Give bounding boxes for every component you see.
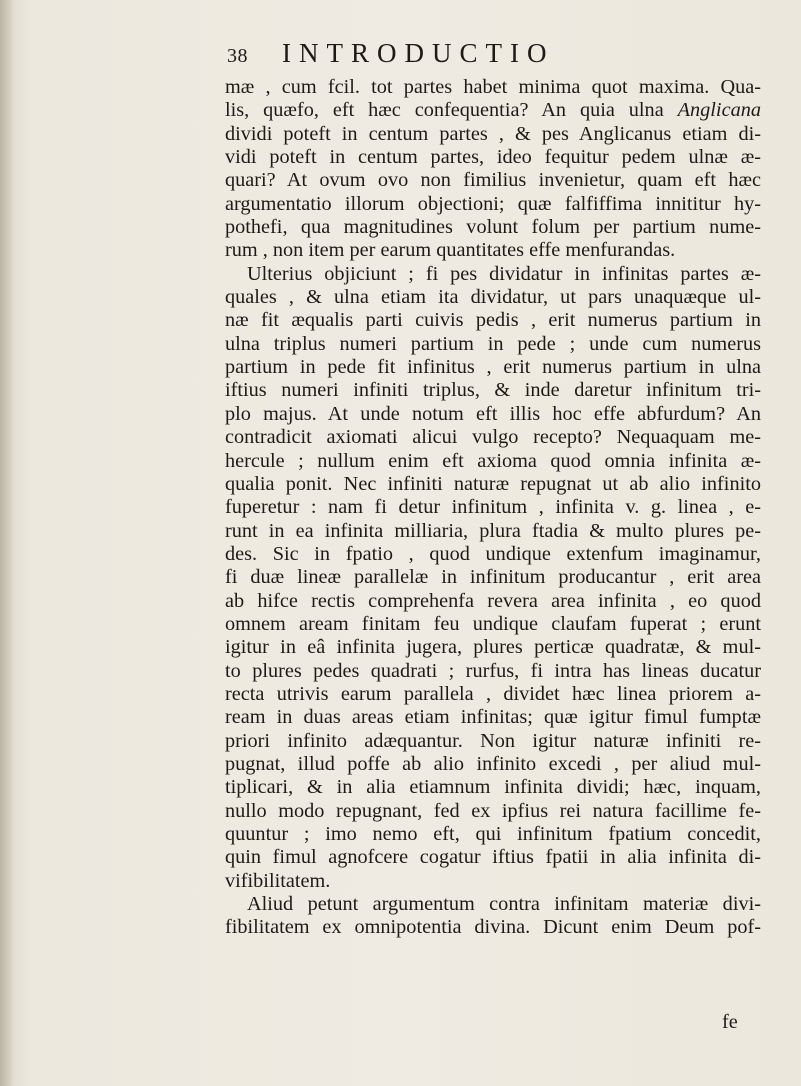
text-line: ream in duas areas etiam infinitas; quæ igitur fimul fumptæ (225, 706, 761, 729)
text-line: omnem aream finitam feu undique claufam fuperat ; erunt (225, 612, 761, 635)
text-line: hercule ; nullum enim eft axioma quod omnia infinita æ- (225, 449, 761, 472)
text-line: contradicit axiomati alicui vulgo recepto? Nequaquam me- (225, 426, 761, 449)
text-line: to plures pedes quadrati ; rurfus, fi intra has lineas ducatur (225, 659, 761, 682)
text-line: pugnat, illud poffe ab alio infinito excedi , per aliud mul- (225, 752, 761, 775)
gutter-shadow (0, 0, 14, 1086)
text-line: runt in ea infinita milliaria, plura ftadia & multo plures pe- (225, 519, 761, 542)
text-line: pothefi, qua magnitudines volunt folum per partium nume- (225, 216, 761, 239)
text-line: nullo modo repugnant, fed ex ipfius rei natura facillime fe- (225, 799, 761, 822)
text-line: vidi poteft in centum partes, ideo fequitur pedem ulnæ æ- (225, 146, 761, 169)
text-line: fuperetur : nam fi detur infinitum , infinita v. g. linea , e- (225, 496, 761, 519)
page-number: 38 (227, 45, 248, 67)
text-line: ab hifce rectis comprehenfa revera area infinita , eo quod (225, 589, 761, 612)
italic-word: Anglicana (677, 99, 761, 122)
text-line: qualia ponit. Nec infiniti naturæ repugnat ut ab alio infinito (225, 472, 761, 495)
text-line: næ fit æqualis parti cuivis pedis , erit numerus partium in (225, 309, 761, 332)
running-head: INTRODUCTIO (282, 38, 555, 68)
text-line: tiplicari, & in alia etiamnum infinita dividi; hæc, inquam, (225, 776, 761, 799)
text-line: quari? At ovum ovo non fimilius invenietur, quam eft hæc (225, 169, 761, 192)
text-line: fi duæ lineæ parallelæ in infinitum producantur , erit area (225, 566, 761, 589)
text-line-with-italic (225, 99, 761, 122)
text-line: recta utrivis earum parallela , dividet hæc linea priorem a- (225, 682, 761, 705)
text-line-paragraph-start: Aliud petunt argumentum contra infinitam materiæ divi- (247, 893, 761, 916)
text-line: iftius numeri infiniti triplus, & inde daretur infinitum tri- (225, 379, 761, 402)
text-line: argumentatio illorum objectioni; quæ falfiffima innititur hy- (225, 192, 761, 215)
text-line: quin fimul agnofcere cogatur iftius fpatii in alia infinita di- (225, 846, 761, 869)
text-line: vifibilitatem. (225, 869, 331, 892)
text-line: fibilitatem ex omnipotentia divina. Dicunt enim Deum pof- (225, 916, 761, 939)
text-line: igitur in eâ infinita jugera, plures perticæ quadratæ, & mul- (225, 636, 761, 659)
text-line: partium in pede fit infinitus , erit numerus partium in ulna (225, 356, 761, 379)
text-line-part: lis, quæfo, eft hæc confequentia? An quia ulna Anglicana (225, 99, 761, 122)
text-line: ulna triplus numeri partium in pede ; unde cum numerus (225, 332, 761, 355)
text-line: dividi poteft in centum partes , & pes Anglicanus etiam di- (225, 122, 761, 145)
body-text (225, 76, 761, 940)
text-line: des. Sic in fpatio , quod undique extenfum imaginamur, (225, 542, 761, 565)
text-line: rum , non item per earum quantitates effe menfurandas. (225, 239, 676, 262)
text-line: priori infinito adæquantur. Non igitur naturæ infiniti re- (225, 729, 761, 752)
text-line: quuntur ; imo nemo eft, qui infinitum fpatium concedit, (225, 823, 761, 845)
text-line: plo majus. At unde notum eft illis hoc effe abfurdum? An (225, 402, 761, 425)
catchword: fe (722, 1011, 738, 1033)
page-header (227, 38, 554, 68)
text-line: mæ , cum fcil. tot partes habet minima quot maxima. Qua- (225, 76, 761, 98)
text-line: quales , & ulna etiam ita dividatur, ut pars unaquæque ul- (225, 286, 761, 309)
text-line-paragraph-start: Ulterius objiciunt ; fi pes dividatur in infinitas partes æ- (247, 262, 761, 285)
